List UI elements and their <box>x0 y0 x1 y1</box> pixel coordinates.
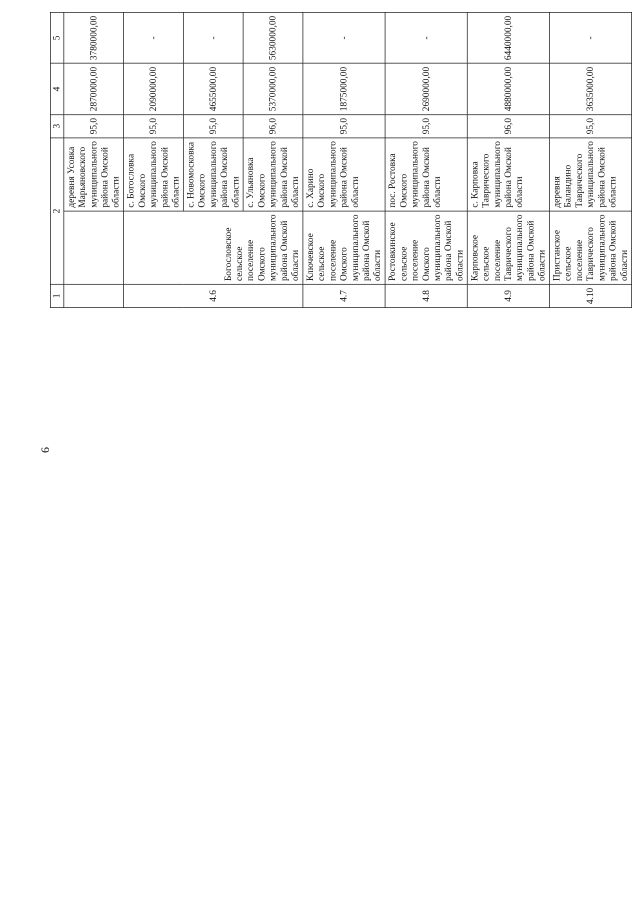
row-number: 4.7 <box>303 284 385 307</box>
row-number: 4.9 <box>467 284 549 307</box>
amount-cell: 1875000,00 <box>303 64 385 115</box>
percent-cell: 95,0 <box>183 115 243 138</box>
table-row <box>303 12 385 307</box>
locality-cell: деревня Баландино Таврического муниципального района Омской области <box>549 138 631 211</box>
amount-cell: 3635000,00 <box>549 64 631 115</box>
amount-cell: 5370000,00 <box>243 64 303 115</box>
percent-cell: 95,0 <box>303 115 385 138</box>
percent-cell: 95,0 <box>385 115 467 138</box>
settlement-cell: Карповское сельское поселение Таврического муниципального района Омской области <box>467 211 549 284</box>
amount-2-cell: - <box>385 12 467 63</box>
locality-cell: с. Новомосковка Омского муниципального района Омской области <box>183 138 243 211</box>
amount-2-cell: 5630000,00 <box>243 12 303 63</box>
amount-2-cell: 6440000,00 <box>467 12 549 63</box>
amount-cell: 2090000,00 <box>124 64 184 115</box>
percent-cell: 95,0 <box>124 115 184 138</box>
row-number: 4.8 <box>385 284 467 307</box>
header-col-1: 1 <box>50 284 63 307</box>
amount-2-cell: - <box>183 12 243 63</box>
table-row <box>124 12 184 307</box>
percent-cell: 96,0 <box>243 115 303 138</box>
page-number: 6 <box>38 447 52 453</box>
header-col-5: 5 <box>50 12 63 63</box>
settlement-cell: Пристанское сельское поселение Таврического муниципального района Омской области <box>549 211 631 284</box>
percent-cell: 95,0 <box>64 115 124 138</box>
percent-cell: 96,0 <box>467 115 549 138</box>
settlement-cell <box>64 211 124 284</box>
row-number: 4.6 <box>124 284 303 307</box>
amount-2-cell: - <box>303 12 385 63</box>
settlement-cell: Богословское сельское поселение Омского муниципального района Омской области <box>124 211 303 284</box>
row-number: 4.10 <box>549 284 631 307</box>
locality-cell: деревня Усовка Марьяновского муниципального района Омской области <box>64 138 124 211</box>
amount-cell: 4655000,00 <box>183 64 243 115</box>
locality-cell: с. Карповка Таврического муниципального района Омской области <box>467 138 549 211</box>
header-col-2: 2 <box>50 138 63 285</box>
amount-2-cell: - <box>549 12 631 63</box>
locality-cell: с. Богословка Омского муниципального района Омской области <box>124 138 184 211</box>
locality-cell: с. Харино Омского муниципального района Омской области <box>303 138 385 211</box>
amount-cell: 2870000,00 <box>64 64 124 115</box>
table-row <box>549 12 631 307</box>
amount-2-cell: - <box>124 12 184 63</box>
funding-table <box>50 12 632 308</box>
table-row <box>467 12 549 307</box>
row-number <box>64 284 124 307</box>
amount-cell: 4880000,00 <box>467 64 549 115</box>
percent-cell: 95,0 <box>549 115 631 138</box>
locality-cell: с. Ульяновка Омского муниципального района Омской области <box>243 138 303 211</box>
locality-cell: пос. Ростовка Омского муниципального района Омской области <box>385 138 467 211</box>
header-col-4: 4 <box>50 64 63 115</box>
settlement-cell: Ключевское сельское поселение Омского муниципального района Омской области <box>303 211 385 284</box>
amount-cell: 2690000,00 <box>385 64 467 115</box>
amount-2-cell: 3780000,00 <box>64 12 124 63</box>
header-row <box>50 12 63 307</box>
settlement-cell: Ростовкинское сельское поселение Омского муниципального района Омской области <box>385 211 467 284</box>
table-row <box>385 12 467 307</box>
table-row <box>64 12 124 307</box>
header-col-3: 3 <box>50 115 63 138</box>
